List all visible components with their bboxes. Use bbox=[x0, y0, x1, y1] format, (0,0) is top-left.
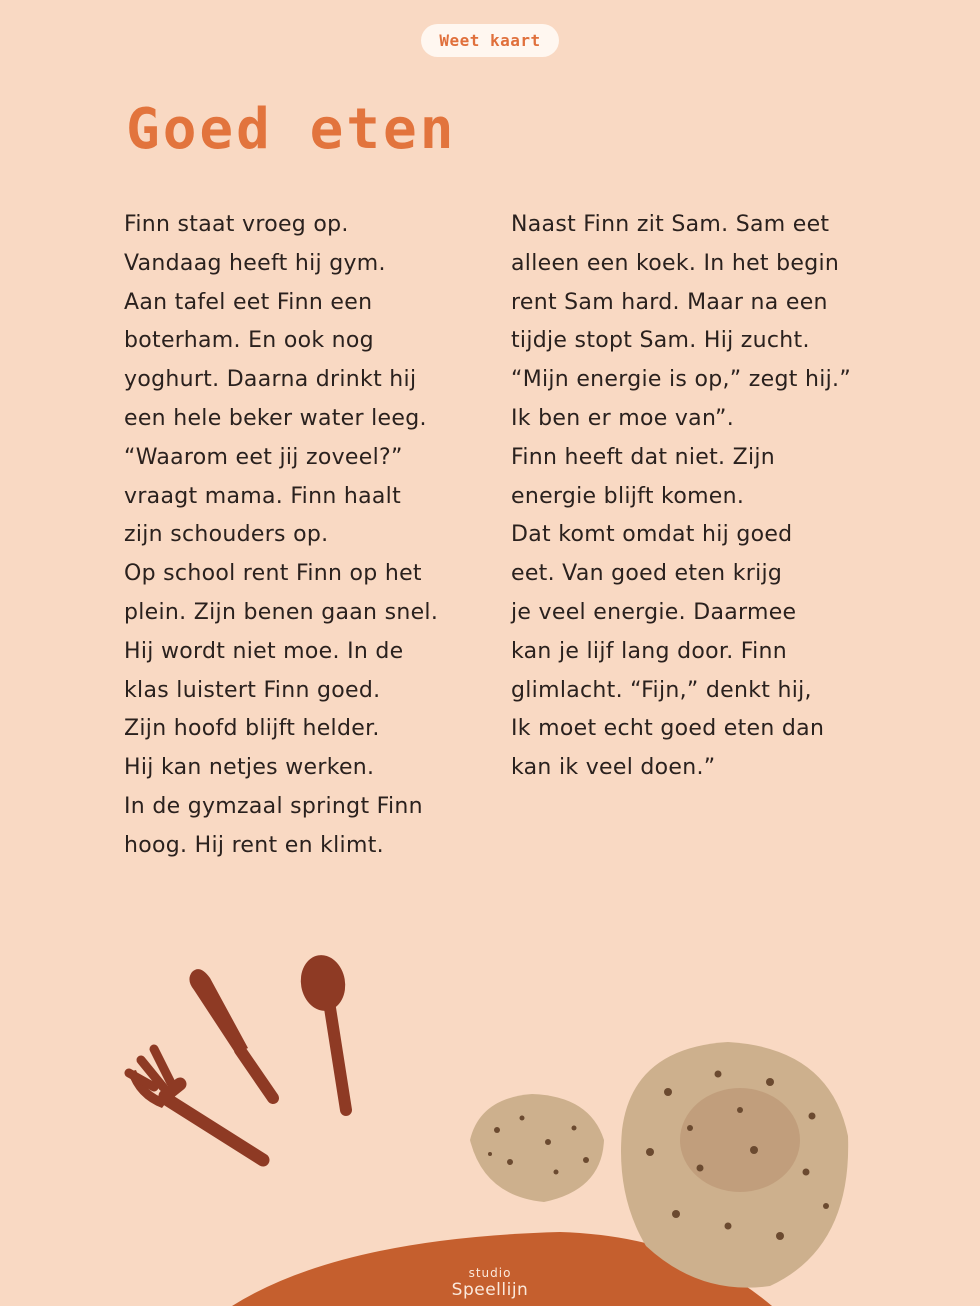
story-line: zijn schouders op. bbox=[124, 522, 329, 548]
story-line: Op school rent Finn op het bbox=[124, 561, 422, 587]
story-line: klas luistert Finn goed. bbox=[124, 677, 381, 703]
story-line: tijdje stopt Sam. Hij zucht. bbox=[511, 328, 810, 354]
story-line: plein. Zijn benen gaan snel. bbox=[124, 599, 439, 625]
page-title: Goed eten bbox=[126, 97, 457, 162]
story-line: Aan tafel eet Finn een bbox=[124, 289, 373, 315]
story-line: Finn heeft dat niet. Zijn bbox=[511, 444, 776, 470]
story-line: een hele beker water leeg. bbox=[124, 405, 427, 431]
story-line: rent Sam hard. Maar na een bbox=[511, 289, 828, 315]
brand-small-label: studio bbox=[468, 1266, 512, 1280]
story-line: je veel energie. Daarmee bbox=[511, 599, 797, 625]
story-line: Ik moet echt goed eten dan bbox=[511, 716, 825, 742]
story-line: In de gymzaal springt Finn bbox=[124, 793, 423, 819]
category-badge: Weet kaart bbox=[421, 24, 559, 57]
story-column-right bbox=[511, 206, 871, 788]
story-line: boterham. En ook nog bbox=[124, 328, 374, 354]
story-line: hoog. Hij rent en klimt. bbox=[124, 832, 384, 858]
story-line: Vandaag heeft hij gym. bbox=[124, 250, 386, 276]
story-line: alleen een koek. In het begin bbox=[511, 250, 840, 276]
story-line: “Waarom eet jij zoveel?” bbox=[124, 444, 403, 470]
story-column-left bbox=[124, 206, 474, 866]
large-cookie-icon bbox=[621, 1042, 848, 1288]
story-line: “Mijn energie is op,” zegt hij.” bbox=[511, 367, 852, 393]
story-line: glimlacht. “Fijn,” denkt hij, bbox=[511, 677, 812, 703]
knife-icon bbox=[189, 969, 273, 1098]
story-line: Naast Finn zit Sam. Sam eet bbox=[511, 212, 830, 237]
story-line: kan je lijf lang door. Finn bbox=[511, 638, 788, 664]
story-line: Dat komt omdat hij goed bbox=[511, 522, 793, 548]
spoon-icon bbox=[296, 952, 349, 1110]
small-cookie-icon bbox=[470, 1094, 604, 1202]
story-line: kan ik veel doen.” bbox=[511, 755, 716, 781]
story-line: Finn staat vroeg op. bbox=[124, 212, 349, 237]
brand-name: Speellijn bbox=[451, 1280, 529, 1300]
story-line: yoghurt. Daarna drinkt hij bbox=[124, 367, 417, 393]
story-line: Hij kan netjes werken. bbox=[124, 755, 375, 781]
story-line: Ik ben er moe van”. bbox=[511, 405, 734, 431]
story-line: Hij wordt niet moe. In de bbox=[124, 638, 404, 664]
fork-icon bbox=[128, 1049, 263, 1160]
story-line: energie blijft komen. bbox=[511, 483, 745, 509]
story-line: eet. Van goed eten krijg bbox=[511, 561, 783, 587]
story-line: Zijn hoofd blijft helder. bbox=[124, 716, 380, 742]
food-illustration bbox=[0, 930, 980, 1306]
story-line: vraagt mama. Finn haalt bbox=[124, 483, 402, 509]
